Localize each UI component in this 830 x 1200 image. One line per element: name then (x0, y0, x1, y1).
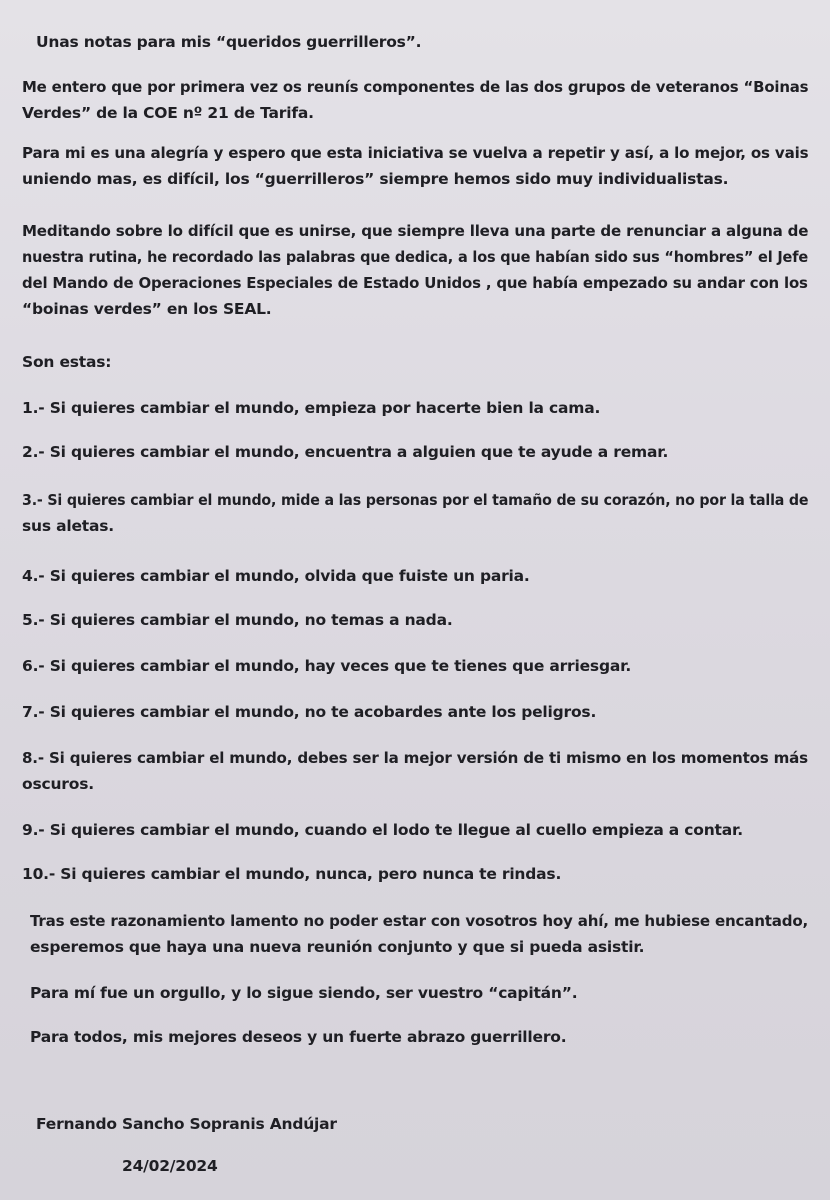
list-item-9: 9.- Si quieres cambiar el mundo, cuando el lodo te llegue al cuello empieza a contar. (22, 821, 743, 839)
paragraph-1-line-1: Me entero que por primera vez os reunís componentes de las dos grupos de veteranos “Boinas (22, 78, 809, 96)
closing-line-1: Tras este razonamiento lamento no poder estar con vosotros hoy ahí, me hubiese encantado, (30, 912, 809, 930)
paragraph-3-line-3: del Mando de Operaciones Especiales de Estado Unidos , que había empezado su andar con los (22, 274, 808, 292)
letter-date: 24/02/2024 (122, 1157, 218, 1175)
paragraph-2-line-2: uniendo mas, es difícil, los “guerrilleros” siempre hemos sido muy individualistas. (22, 170, 729, 188)
list-item-4: 4.- Si quieres cambiar el mundo, olvida que fuiste un paria. (22, 567, 530, 585)
list-item-3-line-1: 3.- Si quieres cambiar el mundo, mide a las personas por el tamaño de su corazón, no por la talla de (22, 491, 809, 509)
list-item-7: 7.- Si quieres cambiar el mundo, no te acobardes ante los peligros. (22, 703, 597, 721)
list-item-2: 2.- Si quieres cambiar el mundo, encuentra a alguien que te ayude a remar. (22, 443, 669, 461)
paragraph-1-line-2: Verdes” de la COE nº 21 de Tarifa. (22, 104, 314, 122)
list-item-5: 5.- Si quieres cambiar el mundo, no temas a nada. (22, 611, 453, 629)
paragraph-2-line-1: Para mi es una alegría y espero que esta iniciativa se vuelva a repetir y así, a lo mejor, os vais (22, 144, 809, 162)
paragraph-3-line-2: nuestra rutina, he recordado las palabras que dedica, a los que habían sido sus “hombres” el Jefe (22, 248, 808, 266)
list-item-3-line-2: sus aletas. (22, 517, 114, 535)
list-item-8-line-2: oscuros. (22, 775, 94, 793)
list-intro: Son estas: (22, 353, 112, 371)
signature-name: Fernando Sancho Sopranis Andújar (36, 1115, 337, 1133)
list-item-1: 1.- Si quieres cambiar el mundo, empieza por hacerte bien la cama. (22, 399, 601, 417)
list-item-8-line-1: 8.- Si quieres cambiar el mundo, debes ser la mejor versión de ti mismo en los momentos más (22, 749, 808, 767)
closing-line-3: Para mí fue un orgullo, y lo sigue siendo, ser vuestro “capitán”. (30, 984, 578, 1002)
closing-line-2: esperemos que haya una nueva reunión conjunto y que si pueda asistir. (30, 938, 645, 956)
paragraph-3-line-4: “boinas verdes” en los SEAL. (22, 300, 272, 318)
list-item-10: 10.- Si quieres cambiar el mundo, nunca, pero nunca te rindas. (22, 865, 562, 883)
paragraph-3-line-1: Meditando sobre lo difícil que es unirse, que siempre lleva una parte de renunciar a alguna de (22, 222, 809, 240)
closing-line-4: Para todos, mis mejores deseos y un fuerte abrazo guerrillero. (30, 1028, 567, 1046)
greeting: Unas notas para mis “queridos guerrilleros”. (36, 33, 422, 51)
list-item-6: 6.- Si quieres cambiar el mundo, hay veces que te tienes que arriesgar. (22, 657, 632, 675)
